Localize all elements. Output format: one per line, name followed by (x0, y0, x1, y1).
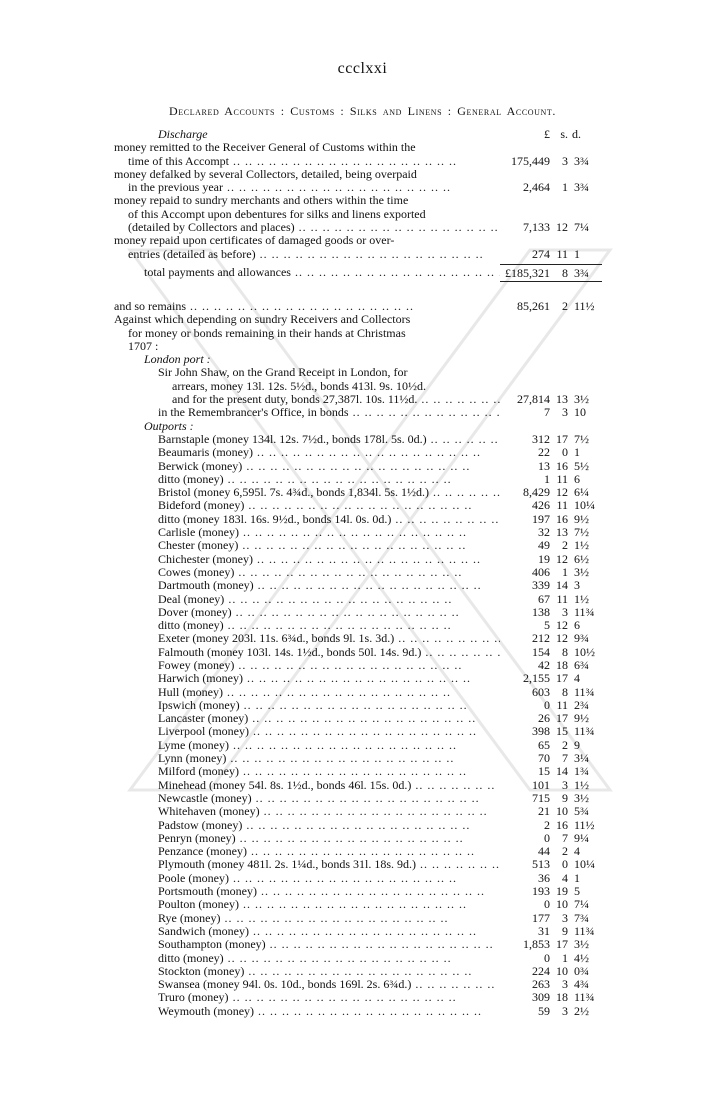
outport-name: ditto (money 183l. 16s. 9½d., bonds 14l. 0s. 0d.) .. . (114, 513, 500, 526)
outport-name: Harwich (money) .. . (114, 672, 500, 685)
shaw-pence: 3½ (574, 392, 589, 407)
outport-pounds: 32 (538, 525, 550, 540)
discharge-item-line (114, 141, 616, 154)
outport-pence: 7½ (574, 525, 589, 540)
outport-name: Padstow (money) .. . (114, 819, 500, 832)
discharge-item-line (114, 234, 616, 247)
outport-pence: 5¾ (574, 804, 589, 819)
outport-row (114, 579, 616, 592)
outport-row (114, 792, 616, 805)
outport-shillings: 19 (556, 884, 568, 899)
outport-row (114, 925, 616, 938)
outport-pounds: 65 (538, 737, 550, 752)
outport-row (114, 659, 616, 672)
outport-shillings: 15 (556, 724, 568, 739)
outport-pence: 9 (574, 737, 580, 752)
outport-row (114, 965, 616, 978)
outport-shillings: 16 (556, 458, 568, 473)
outport-pounds: 59 (538, 1003, 550, 1018)
outport-shillings: 17 (556, 937, 568, 952)
outport-pounds: 8,429 (523, 485, 550, 500)
shaw-text: Sir John Shaw, on the Grand Receipt in London, for (158, 366, 408, 380)
shaw-shillings: 13 (556, 392, 568, 407)
shaw-text: and for the present duty, bonds 27,387l. 10s. 11½d. .. . (114, 393, 500, 406)
outport-row (114, 885, 616, 898)
outport-name: Rye (money) .. . (114, 912, 500, 925)
outport-row (114, 872, 616, 885)
shaw-line (114, 380, 616, 393)
item-shillings: 3 (562, 153, 568, 168)
outport-pounds: 31 (538, 923, 550, 938)
outport-name: Whitehaven (money) .. . (114, 805, 500, 818)
outport-pounds: 42 (538, 657, 550, 672)
outport-pence: 10¼ (574, 857, 595, 872)
outport-pounds: 398 (532, 724, 550, 739)
outport-pounds: 339 (532, 578, 550, 593)
outport-name: Poulton (money) .. . (114, 898, 500, 911)
outport-row (114, 725, 616, 738)
outport-row (114, 912, 616, 925)
outport-shillings: 18 (556, 657, 568, 672)
outport-name: Minehead (money 54l. 8s. 1½d., bonds 46l. 15s. 0d.) .. . (114, 779, 500, 792)
against-line (114, 313, 616, 326)
outport-pence: 2½ (574, 1003, 589, 1018)
against-line (114, 340, 616, 353)
outport-row (114, 991, 616, 1004)
outport-pounds: 312 (532, 431, 550, 446)
outport-pence: 1½ (574, 591, 589, 606)
outport-name: ditto (money) .. . (114, 473, 500, 486)
outport-pence: 5 (574, 884, 580, 899)
outport-shillings: 12 (556, 631, 568, 646)
outport-pounds: 19 (538, 551, 550, 566)
shaw-pounds: 27,814 (517, 392, 550, 407)
discharge-item-line (114, 168, 616, 181)
item-pence: 3¾ (574, 180, 589, 195)
outport-pounds: 36 (538, 870, 550, 885)
outport-row (114, 526, 616, 539)
outport-name: ditto (money) .. . (114, 952, 500, 965)
outport-shillings: 0 (562, 857, 568, 872)
outport-pounds: 0 (544, 697, 550, 712)
outport-shillings: 14 (556, 764, 568, 779)
outport-pence: 1½ (574, 538, 589, 553)
discharge-list (114, 141, 616, 261)
outport-name: Carlisle (money) .. . (114, 526, 500, 539)
total-label: total payments and allowances .. . (114, 264, 500, 282)
discharge-item-line (114, 248, 616, 261)
outport-name: Southampton (money) .. . (114, 938, 500, 951)
outport-name: Liverpool (money) .. . (114, 725, 500, 738)
outport-row (114, 566, 616, 579)
outport-name: Sandwich (money) .. . (114, 925, 500, 938)
outport-pence: 3½ (574, 564, 589, 579)
london-heading-row (114, 353, 616, 366)
outport-pence: 10½ (574, 644, 595, 659)
outport-shillings: 10 (556, 963, 568, 978)
remembrancer-row (114, 406, 616, 419)
against-line (114, 327, 616, 340)
shaw-entry (114, 366, 616, 406)
outport-pounds: 0 (544, 950, 550, 965)
outport-shillings: 8 (562, 644, 568, 659)
outport-shillings: 8 (562, 684, 568, 699)
discharge-item-text: in the previous year .. . (114, 181, 500, 194)
outport-shillings: 3 (562, 777, 568, 792)
against-text: Against which depending on sundry Receivers and Collectors (114, 313, 411, 327)
outport-pounds: 67 (538, 591, 550, 606)
outport-name: ditto (money) .. . (114, 619, 500, 632)
outport-name: Berwick (money) .. . (114, 460, 500, 473)
outport-pounds: 177 (532, 910, 550, 925)
outport-shillings: 12 (556, 618, 568, 633)
outport-pounds: 13 (538, 458, 550, 473)
outport-pounds: 49 (538, 538, 550, 553)
outport-shillings: 18 (556, 990, 568, 1005)
shaw-line (114, 366, 616, 379)
account-body (114, 128, 616, 1018)
outport-row (114, 779, 616, 792)
column-headings (114, 128, 616, 141)
remembrancer-pence: 10 (574, 405, 586, 420)
outport-shillings: 13 (556, 525, 568, 540)
outports-heading-row (114, 420, 616, 433)
page-number: ccclxxi (337, 60, 388, 77)
outport-pence: 1¾ (574, 764, 589, 779)
outport-pence: 9½ (574, 711, 589, 726)
outport-pounds: 1 (544, 471, 550, 486)
discharge-item-line (114, 194, 616, 207)
discharge-item-line (114, 181, 616, 194)
outport-row (114, 832, 616, 845)
discharge-item-line (114, 221, 616, 234)
outport-pence: 11¾ (574, 990, 595, 1005)
outport-shillings: 1 (562, 564, 568, 579)
total-row (114, 264, 616, 282)
outport-pounds: 212 (532, 631, 550, 646)
outport-pounds: 15 (538, 764, 550, 779)
outport-row (114, 805, 616, 818)
outport-pence: 6¾ (574, 657, 589, 672)
outport-row (114, 752, 616, 765)
item-pounds: 274 (532, 246, 550, 261)
outport-pounds: 5 (544, 618, 550, 633)
outport-name: Lyme (money) .. . (114, 739, 500, 752)
outport-name: Cowes (money) .. . (114, 566, 500, 579)
outport-shillings: 7 (562, 751, 568, 766)
outport-pence: 10¼ (574, 498, 595, 513)
outport-name: Falmouth (money 103l. 14s. 1½d., bonds 50l. 14s. 9d.) .. . (114, 646, 500, 659)
running-header: Declared Accounts : Customs : Silks and Linens : General Account. (169, 104, 556, 118)
outport-row (114, 938, 616, 951)
outport-row (114, 858, 616, 871)
outport-row (114, 646, 616, 659)
outport-row (114, 952, 616, 965)
outport-name: Bideford (money) .. . (114, 499, 500, 512)
outport-pence: 1 (574, 870, 580, 885)
outport-pounds: 193 (532, 884, 550, 899)
outport-name: Milford (money) .. . (114, 765, 500, 778)
shillings-heading: s. (560, 127, 568, 141)
outport-row (114, 672, 616, 685)
outport-shillings: 9 (562, 790, 568, 805)
outport-pounds: 26 (538, 711, 550, 726)
outport-row (114, 606, 616, 619)
outport-name: Exeter (money 203l. 11s. 6¾d., bonds 9l. 1s. 3d.) .. . (114, 632, 500, 645)
outport-pence: 11¾ (574, 604, 595, 619)
outport-shillings: 16 (556, 511, 568, 526)
outport-row (114, 513, 616, 526)
discharge-item-line (114, 208, 616, 221)
outport-name: Portsmouth (money) .. . (114, 885, 500, 898)
outport-name: Plymouth (money 481l. 2s. 1¼d., bonds 31l. 18s. 9d.) .. . (114, 858, 500, 871)
outport-pence: 2¾ (574, 697, 589, 712)
outport-shillings: 11 (556, 471, 568, 486)
outport-pounds: 406 (532, 564, 550, 579)
outport-shillings: 3 (562, 910, 568, 925)
outports-list (114, 433, 616, 1018)
outport-name: Beaumaris (money) .. . (114, 446, 500, 459)
remembrancer-label: in the Remembrancer's Office, in bonds .. . (114, 406, 500, 419)
outport-shillings: 12 (556, 485, 568, 500)
outport-pence: 7¾ (574, 910, 589, 925)
discharge-item-text: time of this Accompt .. . (114, 155, 500, 168)
outport-pence: 7½ (574, 431, 589, 446)
outport-shillings: 9 (562, 923, 568, 938)
outport-name: Barnstaple (money 134l. 12s. 7½d., bonds 178l. 5s. 0d.) .. . (114, 433, 500, 446)
outport-pence: 11¾ (574, 724, 595, 739)
outport-shillings: 12 (556, 551, 568, 566)
against-text: 1707 : (128, 339, 159, 353)
outport-row (114, 898, 616, 911)
outport-row (114, 712, 616, 725)
outport-pounds: 1,853 (523, 937, 550, 952)
outport-name: Weymouth (money) .. . (114, 1005, 500, 1018)
outport-name: Lynn (money) .. . (114, 752, 500, 765)
outport-shillings: 10 (556, 804, 568, 819)
outport-shillings: 2 (562, 538, 568, 553)
outport-name: Bristol (money 6,595l. 7s. 4¾d., bonds 1,834l. 5s. 1½d.) .. . (114, 486, 500, 499)
outport-pence: 6 (574, 618, 580, 633)
outport-name: Truro (money) .. . (114, 991, 500, 1004)
outport-pounds: 101 (532, 777, 550, 792)
outport-name: Chester (money) .. . (114, 539, 500, 552)
outport-pence: 11¾ (574, 684, 595, 699)
outport-name: Penryn (money) .. . (114, 832, 500, 845)
outport-shillings: 3 (562, 977, 568, 992)
outport-pence: 4¾ (574, 977, 589, 992)
outport-row (114, 499, 616, 512)
outport-name: Swansea (money 94l. 0s. 10d., bonds 169l. 2s. 6¾d.) .. . (114, 978, 500, 991)
outport-name: Dover (money) .. . (114, 606, 500, 619)
outport-pence: 11½ (574, 817, 595, 832)
item-shillings: 11 (556, 246, 568, 261)
discharge-item-text: money defalked by several Collectors, detailed, being overpaid (114, 167, 417, 181)
outport-pounds: 197 (532, 511, 550, 526)
outport-name: Deal (money) .. . (114, 593, 500, 606)
outport-shillings: 2 (562, 737, 568, 752)
outport-pence: 4 (574, 844, 580, 859)
outport-pounds: 309 (532, 990, 550, 1005)
outport-pounds: 44 (538, 844, 550, 859)
outport-shillings: 16 (556, 817, 568, 832)
outport-pounds: 263 (532, 977, 550, 992)
item-pence: 7¼ (574, 220, 589, 235)
outport-shillings: 10 (556, 897, 568, 912)
item-pounds: 7,133 (523, 220, 550, 235)
outport-pence: 4 (574, 671, 580, 686)
outport-pounds: 138 (532, 604, 550, 619)
total-pence: 3¾ (568, 264, 602, 282)
total-pounds: £185,321 (500, 264, 550, 282)
outport-shillings: 2 (562, 844, 568, 859)
item-shillings: 12 (556, 220, 568, 235)
outport-shillings: 7 (562, 830, 568, 845)
outport-shillings: 4 (562, 870, 568, 885)
outport-row (114, 765, 616, 778)
discharge-item-text: (detailed by Collectors and places) .. . (114, 221, 500, 234)
remains-pounds: 85,261 (517, 298, 550, 313)
outport-shillings: 17 (556, 711, 568, 726)
outport-shillings: 14 (556, 578, 568, 593)
outport-pence: 9¼ (574, 830, 589, 845)
outport-name: Hull (money) .. . (114, 686, 500, 699)
outport-pounds: 513 (532, 857, 550, 872)
outport-name: Dartmouth (money) .. . (114, 579, 500, 592)
against-text: for money or bonds remaining in their hands at Christmas (128, 326, 406, 340)
outport-pence: 7¼ (574, 897, 589, 912)
item-shillings: 1 (562, 180, 568, 195)
outport-name: Chichester (money) .. . (114, 553, 500, 566)
outports-heading: Outports : (144, 419, 194, 433)
outport-shillings: 17 (556, 671, 568, 686)
outport-row (114, 978, 616, 991)
outport-pence: 4½ (574, 950, 589, 965)
outport-name: Penzance (money) .. . (114, 845, 500, 858)
outport-name: Fowey (money) .. . (114, 659, 500, 672)
outport-row (114, 433, 616, 446)
outport-pence: 6½ (574, 551, 589, 566)
outport-pounds: 715 (532, 790, 550, 805)
remains-shillings: 2 (562, 298, 568, 313)
outport-pence: 3½ (574, 937, 589, 952)
outport-row (114, 486, 616, 499)
outport-shillings: 3 (562, 1003, 568, 1018)
discharge-item-text: money repaid to sundry merchants and others within the time (114, 194, 409, 208)
outport-row (114, 845, 616, 858)
outport-pence: 9¾ (574, 631, 589, 646)
outport-row (114, 446, 616, 459)
outport-pence: 0¾ (574, 963, 589, 978)
outport-shillings: 17 (556, 431, 568, 446)
remains-pence: 11½ (574, 298, 595, 313)
discharge-item-line (114, 155, 616, 168)
shaw-line (114, 393, 616, 406)
total-shillings: 8 (550, 264, 568, 282)
outport-name: Newcastle (money) .. . (114, 792, 500, 805)
outport-pounds: 154 (532, 644, 550, 659)
outport-name: Poole (money) .. . (114, 872, 500, 885)
outport-row (114, 819, 616, 832)
outport-row (114, 739, 616, 752)
outport-pounds: 70 (538, 751, 550, 766)
item-pounds: 175,449 (511, 153, 550, 168)
against-paragraph (114, 313, 616, 353)
outport-shillings: 11 (556, 697, 568, 712)
outport-row (114, 1005, 616, 1018)
outport-pounds: 21 (538, 804, 550, 819)
outport-row (114, 539, 616, 552)
outport-pounds: 0 (544, 897, 550, 912)
discharge-item-text: entries (detailed as before) .. . (114, 248, 500, 261)
outport-pounds: 2 (544, 817, 550, 832)
outport-name: Ipswich (money) .. . (114, 699, 500, 712)
outport-row (114, 460, 616, 473)
outport-row (114, 699, 616, 712)
outport-pounds: 0 (544, 830, 550, 845)
outport-pence: 6 (574, 471, 580, 486)
item-pounds: 2,464 (523, 180, 550, 195)
discharge-item-text: of this Accompt upon debentures for silks and linens exported (128, 207, 426, 221)
item-pence: 3¾ (574, 153, 589, 168)
outport-pence: 1½ (574, 777, 589, 792)
outport-pence: 9½ (574, 511, 589, 526)
pence-heading: d. (572, 127, 581, 141)
outport-pence: 3½ (574, 790, 589, 805)
discharge-item-text: money remitted to the Receiver General of Customs within the (114, 141, 416, 155)
outport-pence: 3 (574, 578, 580, 593)
outport-pounds: 2,155 (523, 671, 550, 686)
remembrancer-shillings: 3 (562, 405, 568, 420)
outport-shillings: 11 (556, 498, 568, 513)
discharge-item-text: money repaid upon certificates of damaged goods or over- (114, 234, 395, 248)
outport-shillings: 11 (556, 591, 568, 606)
outport-pence: 11¾ (574, 923, 595, 938)
outport-pounds: 22 (538, 445, 550, 460)
outport-name: Stockton (money) .. . (114, 965, 500, 978)
outport-shillings: 0 (562, 445, 568, 460)
pounds-heading: £ (544, 127, 550, 141)
outport-row (114, 593, 616, 606)
outport-pence: 5½ (574, 458, 589, 473)
remembrancer-pounds: 7 (544, 405, 550, 420)
outport-pounds: 224 (532, 963, 550, 978)
outport-row (114, 619, 616, 632)
outport-pence: 1 (574, 445, 580, 460)
outport-shillings: 3 (562, 604, 568, 619)
outport-pounds: 603 (532, 684, 550, 699)
outport-row (114, 632, 616, 645)
outport-shillings: 1 (562, 950, 568, 965)
outport-pence: 3¼ (574, 751, 589, 766)
discharge-heading: Discharge (158, 128, 208, 141)
outport-row (114, 686, 616, 699)
outport-pence: 6¼ (574, 485, 589, 500)
outport-row (114, 553, 616, 566)
item-pence: 1 (574, 246, 580, 261)
shaw-text: arrears, money 13l. 12s. 5½d., bonds 413l. 9s. 10½d. (172, 379, 426, 393)
outport-name: Lancaster (money) .. . (114, 712, 500, 725)
london-heading: London port : (144, 353, 211, 367)
remains-row (114, 300, 616, 313)
outport-row (114, 473, 616, 486)
remains-label: and so remains .. . (114, 300, 500, 313)
outport-pounds: 426 (532, 498, 550, 513)
